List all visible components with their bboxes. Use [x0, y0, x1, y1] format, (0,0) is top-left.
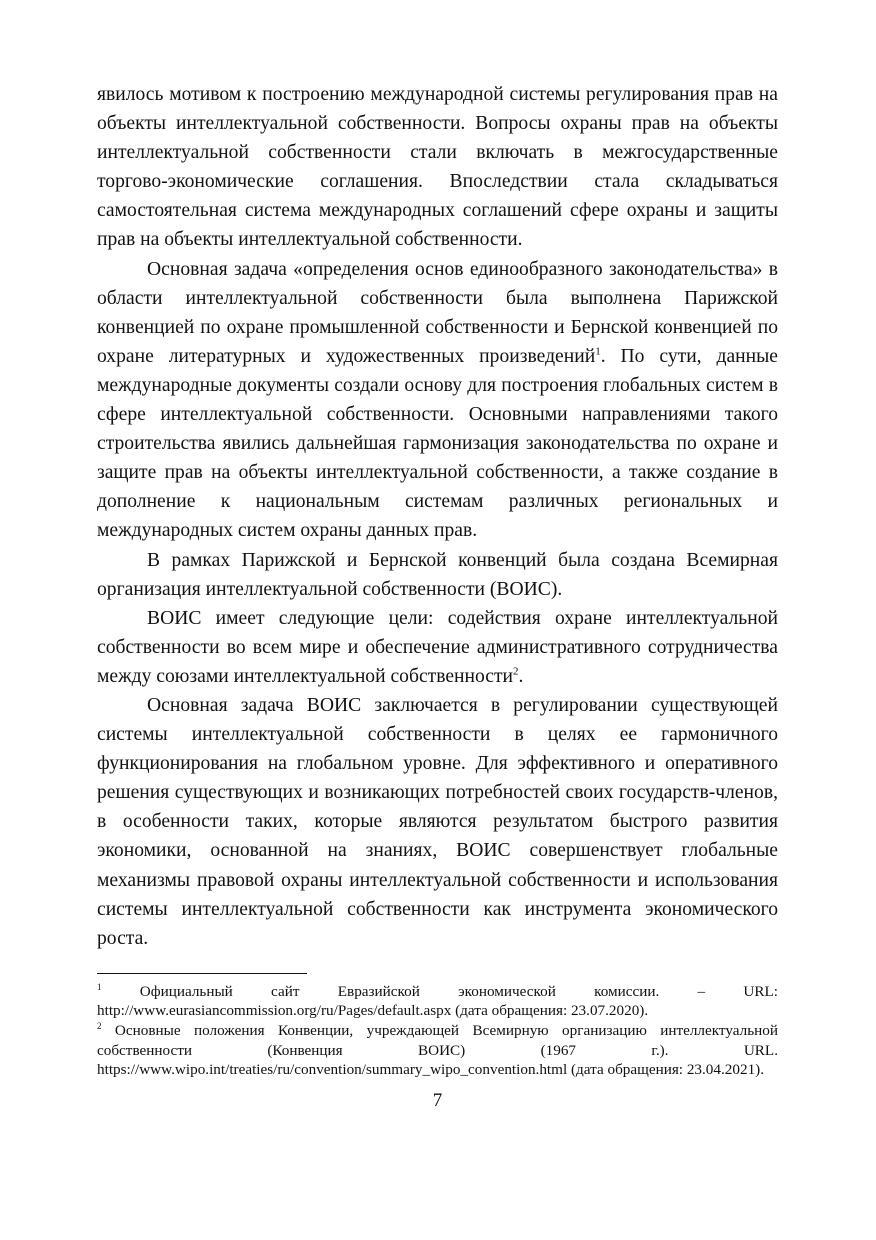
paragraph: В рамках Парижской и Бернской конвенций была создана Всемирная организация интеллектуальной собственности (ВОИС). — [97, 549, 778, 600]
footnote — [97, 982, 778, 1021]
paragraph-text: ВОИС имеет следующие цели: содействия охране интеллектуальной собственности во всем мире и обеспечение административного сотрудничества между союзами интеллектуальной собственности — [97, 607, 778, 687]
paragraph: явилось мотивом к построению международной системы регулирования прав на объекты интеллектуальной собственности. Вопросы охраны прав на объекты интеллектуальной собственности стали включать в межгосударственные торгово-экономические соглашения. Впоследствии стала складываться самостоятельная система международных соглашений сфере охраны и защиты прав на объекты интеллектуальной собственности. — [97, 84, 778, 251]
footnote-marker: 1 — [97, 981, 102, 992]
footnotes — [97, 982, 778, 1080]
footnote-divider — [97, 973, 307, 974]
footnote-text: Официальный сайт Евразийской экономической комиссии. – URL: http://www.eurasiancommission.org/ru/Pages/default.aspx (дата обращения: 23.07.2020). — [97, 982, 778, 1020]
paragraph-text: Основная задача «определения основ единообразного законодательства» в области интеллектуальной собственности была выполнена Парижской конвенцией по охране промышленной собственности и Бернской конвенцией по охране литературных и художественных произведений — [97, 258, 778, 367]
footnote-ref[interactable]: 2 — [513, 665, 519, 678]
body-text — [97, 80, 778, 953]
footnote-ref[interactable]: 1 — [595, 345, 601, 358]
paragraph-text: . — [518, 665, 524, 687]
footnote-text: Основные положения Конвенции, учреждающей Всемирную организацию интеллектуальной собственности (Конвенция ВОИС) (1967 г.). URL. https://www.wipo.int/treaties/ru/convention/summary_wipo_convention.html (дата обращения: 23.04.2021). — [97, 1022, 778, 1079]
footnote — [97, 1021, 778, 1080]
document-page — [97, 80, 778, 1112]
paragraph-text: . По сути, данные международные документы создали основу для построения глобальных систем в сфере интеллектуальной собственности. Основными направлениями такого строительства явились дальнейшая гармонизация законодательства по охране и защите прав на объекты интеллектуальной собственности, а также создание в дополнение к национальным системам различных региональных и международных систем охраны данных прав. — [97, 345, 778, 542]
paragraph: Основная задача ВОИС заключается в регулировании существующей системы интеллектуальной собственности в целях ее гармоничного функционирования на глобальном уровне. Для эффективного и оперативного решения существующих и возникающих потребностей своих государств-членов, в особенности таких, которые являются результатом быстрого развития экономики, основанной на знаниях, ВОИС совершенствует глобальные механизмы правовой охраны интеллектуальной собственности и использования системы интеллектуальной собственности как инструмента экономического роста. — [97, 694, 778, 949]
footnote-marker: 2 — [97, 1020, 102, 1031]
page-number: 7 — [432, 1089, 443, 1111]
paragraph — [97, 255, 778, 546]
paragraph — [97, 604, 778, 691]
